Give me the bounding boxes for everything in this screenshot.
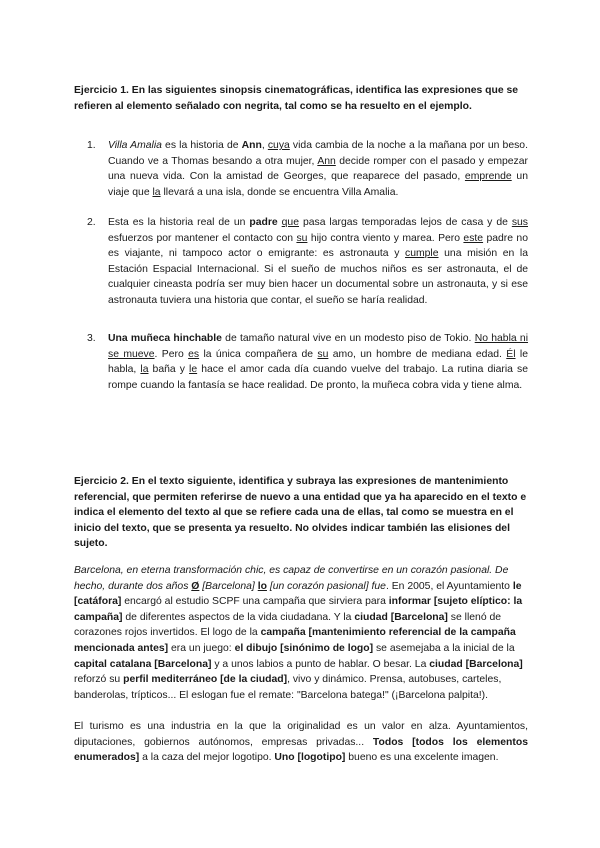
list-item [87,215,528,309]
text-segment: cumple [405,248,439,260]
list-item [87,138,528,200]
text-segment: hace el amor cada día cuando vuelve del trabajo. La rutina diaria se rompe cuando la fantasía se hace realidad. De pronto, la muñeca cobra vida y tiene alma. [108,364,528,391]
text-segment: de tamaño natural vive en un modesto piso de Tokio. [221,333,475,344]
text-segment: Uno [logotipo] [274,752,346,764]
text-segment: es la historia de [161,140,242,151]
text-segment: No habla ni se mueve [108,333,529,360]
text-segment: era un juego: [168,642,235,654]
text-segment: El turismo es una industria en la que la originalidad es un valor en alza. Ayuntamientos, diputaciones, gobiernos autónomos, empresas privadas... [74,721,528,748]
text-segment: informar [sujeto elíptico: la campaña] [74,596,523,623]
text-segment: . En 2005, el Ayuntamiento [385,580,513,592]
text-segment: hijo contra viento y marea. Pero [307,232,464,244]
text-segment: se llenó de corazones rojos invertidos. El logo de la [74,611,502,639]
text-segment: Ø [191,580,200,592]
text-segment: Villa Amalia [108,140,162,151]
text-segment: [Barcelona] [199,580,258,592]
item-number: 2. [87,217,96,228]
text-segment: la [152,186,161,198]
text-segment: de diferentes aspectos de la vida ciudadana. Y la [122,611,355,623]
text-segment: le [catáfora] [74,580,522,608]
text-segment: llevará a una isla, donde se encuentra Villa Amalia. [160,186,399,198]
exercise-2-paragraph [74,563,528,703]
text-segment: decide romper con el pasado y empezar una nueva vida. Con la amistad de Georges, que reaparece del pasado, [108,155,528,183]
exercise-1-heading: Ejercicio 1. En las siguientes sinopsis cinematográficas, identifica las expresiones que se refieren al elemento señalado con negrita, tal como se ha resuelto en el ejemplo. [74,85,519,112]
item-text [108,333,528,391]
text-segment: campaña [mantenimiento referencial de la campaña mencionada antes] [74,627,516,654]
text-segment: pasa largas temporadas lejos de casa y de [299,217,512,228]
text-segment: Barcelona, en eterna transformación chic, es capaz de convertirse en un corazón pasional. De hecho, durante dos años [74,565,509,592]
text-segment: cuya [267,140,290,151]
text-segment: Todos [todos los elementos enumerados] [74,736,528,764]
exercise-2-paragraph [74,719,528,766]
text-segment: perfil mediterráneo [de la ciudad] [123,674,288,686]
text-segment: emprende [464,171,512,183]
text-segment: que [281,217,299,228]
text-segment: le habla, [108,348,528,376]
item-number: 1. [87,140,96,151]
text-segment: reforzó su [74,674,124,686]
text-segment: encargó al estudio SCPF una campaña que sirviera para [121,596,389,608]
text-segment: una misión en la Estación Espacial Internacional. Si el sueño de muchos niños es ser astronauta, el de cualquier cineasta podría ser muy bien hacer un documental sobre un astronauta, y si ese astronauta tuviera una historia que contar, el sueño se haría realidad. [108,248,528,306]
text-segment: la única compañera de [199,348,318,360]
text-segment: un viaje que [108,171,528,198]
list-item [87,331,529,393]
text-segment: esfuerzos por mantener el contacto con [108,232,297,244]
text-segment: este [463,232,484,244]
item-text [108,217,528,306]
text-segment: [un corazón pasional] fue [266,580,386,592]
text-segment: el dibujo [sinónimo de logo] [234,642,374,654]
text-segment: vida cambia de la noche a la mañana por un beso. Cuando ve a Thomas besando a otra mujer, [108,140,528,167]
text-segment: bueno es una excelente imagen. [345,752,499,764]
text-segment: a la caza del mejor logotipo. [139,752,275,764]
text-segment: se asemejaba a la inicial de la [373,642,515,654]
text-segment: padre no es viajante, ni tampoco actor o emigrante: es astronauta y [108,232,528,260]
text-segment: Ann [317,155,336,167]
text-segment: lo [257,580,267,592]
text-segment: y a unos labios a punto de hablar. O besar. La [211,658,430,670]
text-segment: , [261,140,268,151]
text-segment: ciudad [Barcelona] [354,611,448,623]
text-segment: capital catalana [Barcelona] [74,658,212,670]
text-segment: Él [506,348,516,360]
text-segment: ciudad [Barcelona] [429,658,523,670]
text-segment: Una muñeca hinchable [108,333,222,344]
text-segment: su [317,348,329,360]
item-number: 3. [87,333,96,344]
item-text [108,140,528,198]
text-segment: baña y [148,364,190,376]
text-segment: padre [249,217,278,228]
text-segment: Ann [241,140,262,151]
text-segment: . Pero [154,348,189,360]
text-segment: su [296,232,308,244]
exercise-2-heading: Ejercicio 2. En el texto siguiente, identifica y subraya las expresiones de mantenimiento referencial, que permiten referirse de nuevo a una entidad que ya ha aparecido en el texto e indica el elemento del texto al que se refiere cada una de ellas, tal como se muestra en el inicio del texto, que se presenta ya resuelto. No olvides indicar también las elisiones del sujeto. [74,476,527,549]
text-segment: es [188,348,200,360]
text-segment: amo, un hombre de mediana edad. [328,348,507,360]
text-segment: , vivo y dinámico. Prensa, autobuses, carteles, banderolas, trípticos... El eslogan fue el remate: "Barcelona batega!" (¡Barcelona palpita!). [74,674,502,701]
text-segment: Esta es la historia real de un [108,217,250,228]
text-segment: la [140,364,149,376]
text-segment: sus [511,217,528,228]
text-segment: le [189,364,198,376]
